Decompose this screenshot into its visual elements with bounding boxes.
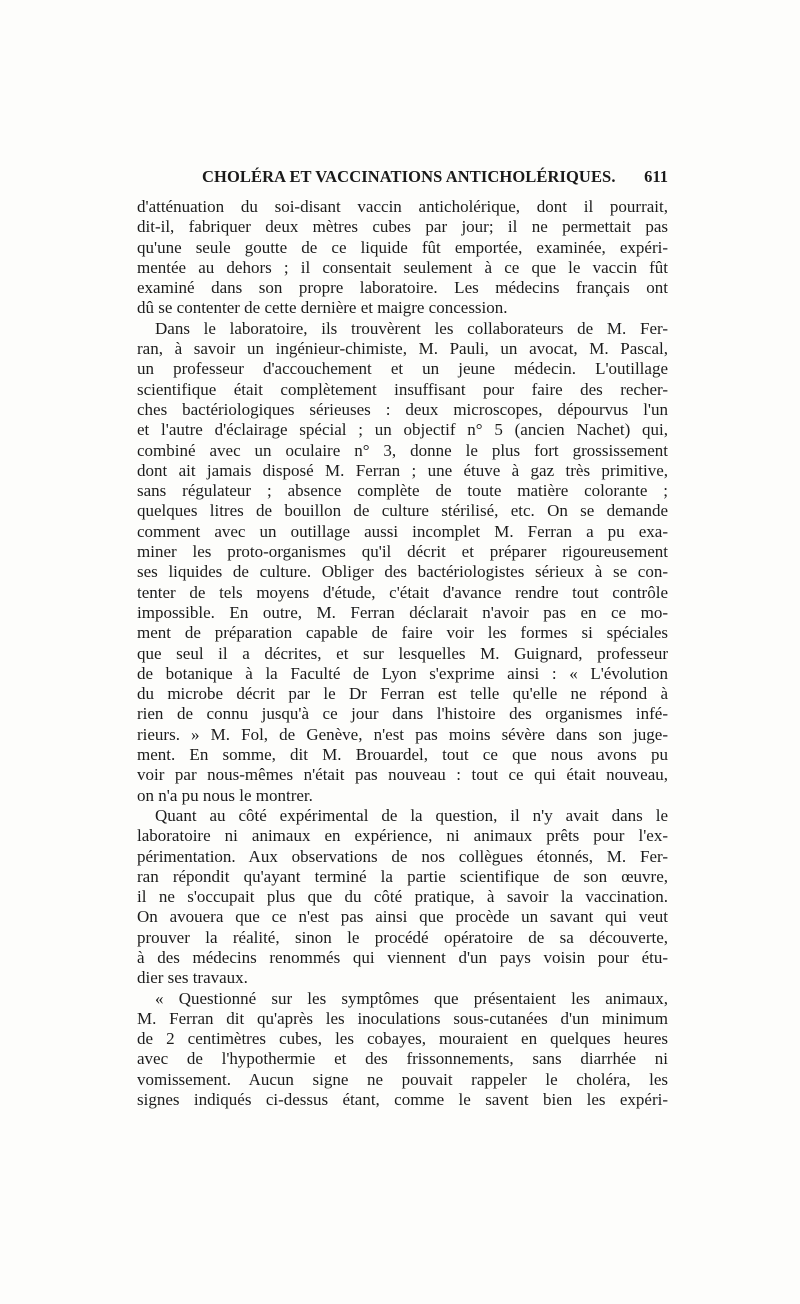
text-line: quelques litres de bouillon de culture stérilisé, etc. On se demande	[137, 501, 668, 521]
text-line: prouver la réalité, sinon le procédé opératoire de sa découverte,	[137, 927, 668, 947]
text-line: ran répondit qu'ayant terminé la partie scientifique de son œuvre,	[137, 866, 668, 886]
text-line: comment avec un outillage aussi incomplet M. Ferran a pu exa-	[137, 521, 668, 541]
text-line: mentée au dehors ; il consentait seulement à ce que le vaccin fût	[137, 257, 668, 277]
text-line: dont ait jamais disposé M. Ferran ; une étuve à gaz très primitive,	[137, 460, 668, 480]
text-line: sans régulateur ; absence complète de toute matière colorante ;	[137, 481, 668, 501]
text-line: dit-il, fabriquer deux mètres cubes par jour; il ne permettait pas	[137, 217, 668, 237]
text-line: périmentation. Aux observations de nos collègues étonnés, M. Fer-	[137, 846, 668, 866]
text-line: examiné dans son propre laboratoire. Les médecins français ont	[137, 278, 668, 298]
text-line: il ne s'occupait plus que du côté pratique, à savoir la vaccination.	[137, 887, 668, 907]
text-line: Dans le laboratoire, ils trouvèrent les collaborateurs de M. Fer-	[155, 318, 668, 338]
text-line: de 2 centimètres cubes, les cobayes, mouraient en quelques heures	[137, 1029, 668, 1049]
running-title: CHOLÉRA ET VACCINATIONS ANTICHOLÉRIQUES.	[202, 167, 616, 186]
text-line: combiné avec un oculaire n° 3, donne le plus fort grossissement	[137, 440, 668, 460]
text-line: un professeur d'accouchement et un jeune médecin. L'outillage	[137, 359, 668, 379]
text-line: signes indiqués ci-dessus étant, comme le savent bien les expéri-	[137, 1090, 668, 1110]
text-line: scientifique était complètement insuffisant pour faire des recher-	[137, 379, 668, 399]
text-line: que seul il a décrites, et sur lesquelles M. Guignard, professeur	[137, 643, 668, 663]
text-line: vomissement. Aucun signe ne pouvait rappeler le choléra, les	[137, 1069, 668, 1089]
text-line: dier ses travaux.	[137, 968, 248, 988]
text-line: de botanique à la Faculté de Lyon s'exprime ainsi : « L'évolution	[137, 663, 668, 683]
text-line: du microbe décrit par le Dr Ferran est telle qu'elle ne répond à	[137, 684, 668, 704]
text-line: d'atténuation du soi-disant vaccin anticholérique, dont il pourrait,	[137, 197, 668, 216]
page-number: 611	[644, 167, 668, 186]
text-line: impossible. En outre, M. Ferran déclarait n'avoir pas en ce mo-	[137, 602, 668, 622]
text-line: rieurs. » M. Fol, de Genève, n'est pas moins sévère dans son juge-	[137, 724, 668, 744]
text-line: ches bactériologiques sérieuses : deux microscopes, dépourvus l'un	[137, 399, 668, 419]
text-line: rien de connu jusqu'à ce jour dans l'histoire des organismes infé-	[137, 704, 668, 724]
text-line: avec de l'hypothermie et des frissonnements, sans diarrhée ni	[137, 1049, 668, 1069]
text-line: M. Ferran dit qu'après les inoculations sous-cutanées d'un minimum	[137, 1008, 668, 1028]
text-line: ran, à savoir un ingénieur-chimiste, M. Pauli, un avocat, M. Pascal,	[137, 339, 668, 359]
text-line: « Questionné sur les symptômes que présentaient les animaux,	[155, 988, 668, 1008]
text-line: dû se contenter de cette dernière et maigre concession.	[137, 298, 508, 318]
text-line: miner les proto-organismes qu'il décrit et préparer rigoureusement	[137, 542, 668, 562]
text-line: ment de préparation capable de faire voir les formes si spéciales	[137, 623, 668, 643]
text-line: ses liquides de culture. Obliger des bactériologistes sérieux à se con-	[137, 562, 668, 582]
text-line: on n'a pu nous le montrer.	[137, 785, 313, 805]
text-line: à des médecins renommés qui viennent d'un pays voisin pour étu-	[137, 947, 668, 967]
text-line: qu'une seule goutte de ce liquide fût emportée, examinée, expéri-	[137, 237, 668, 257]
text-line: voir par nous-mêmes n'était pas nouveau : tout ce qui était nouveau,	[137, 765, 668, 785]
text-line: laboratoire ni animaux en expérience, ni animaux prêts pour l'ex-	[137, 826, 668, 846]
page-header	[137, 167, 668, 191]
text-line: Quant au côté expérimental de la question, il n'y avait dans le	[155, 805, 668, 825]
text-line: et l'autre d'éclairage spécial ; un objectif n° 5 (ancien Nachet) qui,	[137, 420, 668, 440]
text-line: ment. En somme, dit M. Brouardel, tout ce que nous avons pu	[137, 745, 668, 765]
text-line: tenter de tels moyens d'étude, c'était d'avance rendre tout contrôle	[137, 582, 668, 602]
text-line: On avouera que ce n'est pas ainsi que procède un savant qui veut	[137, 907, 668, 927]
body-text	[137, 197, 668, 1110]
